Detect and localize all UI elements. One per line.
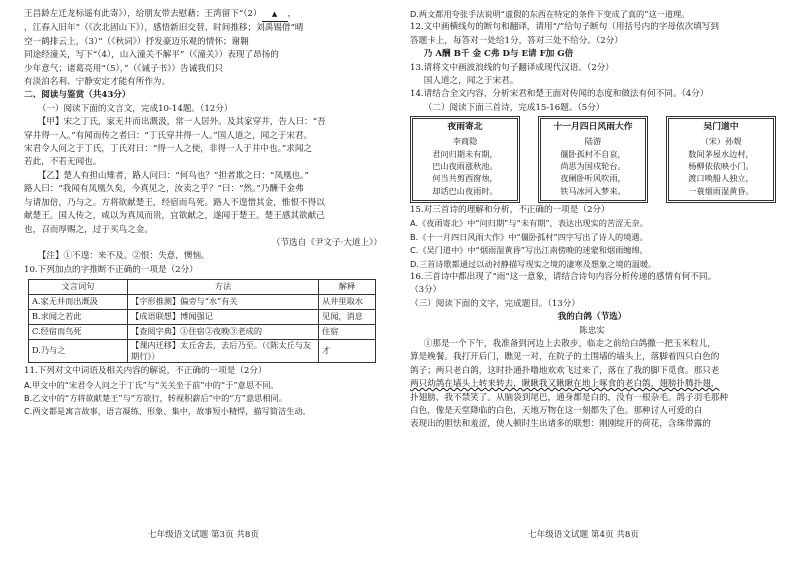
article-line: ①那是一个下午，我准备到河边上去散步，临走之前给白鸽撒一把玉米粒儿， bbox=[423, 338, 716, 349]
question-15-option-c: C.《吴门道中》中“烟雨湿黄昏”写出江南傍晚的迷蒙和烟雨缠绵。 bbox=[410, 245, 648, 256]
poem-title: 夜雨寄北 bbox=[447, 122, 483, 133]
passage-yi-line: 与请加倍，乃与之。方将欲献楚王，经宿而鸟死。路人不遑惜其金，惟恨不得以 bbox=[24, 197, 325, 208]
table-cell: 从井里取水 bbox=[319, 295, 376, 310]
table-cell: 才 bbox=[319, 340, 376, 363]
answer-blank: ▲ bbox=[262, 8, 288, 22]
article-line: 两只幼鸽在墙头上转来转去，瞅瞅我又瞅瞅在地上啄食的老白鸽，翅膀扑腾扑翅， bbox=[410, 379, 720, 390]
table-cell: 【课内迁移】太丘舍去，去后乃至。（《陈太丘与友期行》） bbox=[128, 340, 319, 363]
passage-jia-line: 宋君令人问之于丁氏，丁氏对曰：“得一人之使，非得一人于井中也。”求闻之 bbox=[24, 144, 313, 155]
poem-author: （宋）孙觌 bbox=[700, 135, 742, 146]
poem-title: 十一月四日风雨大作 bbox=[553, 122, 633, 133]
table-header-cell: 解释 bbox=[319, 280, 376, 295]
intro-line-4: 同途经潼关，写下“（4），山入潼关不解平”（《潼关》）表现了昂扬的 bbox=[24, 50, 279, 61]
intro-line-1: 王昌龄左迁龙标遥有此寄》），给朋友带去慰藉；王湾留下“（2） ▲ ， bbox=[24, 8, 392, 22]
poem-author: 李商隐 bbox=[452, 135, 478, 146]
table-cell: 【字形推测】偏旁与“水”有关 bbox=[128, 295, 319, 310]
question-12: 12.文中画横线句的断句和翻译，请用“/”给句子断句（用括号内的字母依次填写到 bbox=[410, 22, 719, 33]
poem-box bbox=[412, 118, 518, 201]
poem-author: 陆游 bbox=[584, 135, 602, 146]
question-12-cont: 答题卡上，每答对一处给1分，答对三处不给分。（2分） bbox=[410, 35, 623, 46]
table-row bbox=[29, 340, 376, 363]
subsection-heading: （一）阅读下面的文言文，完成10-14题。（12分） bbox=[37, 103, 233, 114]
table-cell: 见闻，消息 bbox=[319, 310, 376, 325]
passage-jia-line: 若此，不若无闻也。 bbox=[24, 157, 102, 168]
intro-line-5: 少年意气；诸葛亮用“（5），”（《诫子书》）告诫我们只 bbox=[24, 63, 224, 74]
table-row bbox=[29, 325, 376, 340]
question-10: 10.下列加点的字推断不正确的一项是（2分） bbox=[24, 264, 198, 275]
article-line: 算是晚餐。我打开后门，瞧见一对，在院子的土围墙的墙头上，落脚着四只白色的 bbox=[410, 352, 720, 363]
table-row bbox=[29, 295, 376, 310]
poem-box bbox=[540, 118, 646, 201]
page-footer-right: 七年级语文试题 第4页 共8页 bbox=[528, 530, 639, 540]
table-cell: 【查阅字典】①住宿②夜晚③老成的 bbox=[128, 325, 319, 340]
poem-line: 一蓑烟雨湿黄昏。 bbox=[688, 185, 754, 196]
poem-line: 巴山夜雨涨秋池。 bbox=[432, 161, 498, 172]
table-header-row bbox=[29, 280, 376, 295]
intro-line-3: 空一鹤排云上，（3）”（《秋词》）抒发豪迈乐观的情怀；谢翱 bbox=[24, 36, 249, 47]
intro-line-2: ，江春入旧年”（《次北固山下》），感悟新旧交替、时间推移；刘禹锡借“晴 bbox=[24, 23, 304, 34]
poem-line: 却话巴山夜雨时。 bbox=[432, 185, 498, 196]
table-row bbox=[29, 310, 376, 325]
table-header-cell: 文言词句 bbox=[29, 280, 128, 295]
question-11-option-b: B.乙文中的“方将欲献楚王”与“方欲行，转视积薪后”中的“方”意思相同。 bbox=[24, 392, 287, 403]
article-line: 表现出的胆怯和羞涩，使人顿时生出诸多的联想：刚刚绽开的荷花，含珠带露的 bbox=[410, 419, 711, 430]
question-15: 15.对三首诗的理解和分析，不正确的一项是（2分） bbox=[410, 204, 610, 215]
question-11: 11.下列对文中词语及相关内容的解说，不正确的一项是（2分） bbox=[24, 366, 267, 377]
subsection-heading: （二）阅读下面三首诗，完成15-16题。（5分） bbox=[423, 102, 605, 113]
poem-line: 数间茅屋水边村， bbox=[688, 149, 754, 160]
table-cell: C.经宿而鸟死 bbox=[29, 325, 128, 340]
table-cell: 住宿 bbox=[319, 325, 376, 340]
question-16-cont: （3分） bbox=[410, 285, 442, 296]
table-cell: A.家无井而出溉汲 bbox=[29, 295, 128, 310]
question-11-option-a: A.甲文中的“宋君令人问之于丁氏”与“关关坐于前”中的“于”意思不同。 bbox=[24, 379, 279, 390]
article-line: 鸽子；两只老白鸽，这时扑通扑噜地欢欢飞过来了，落在了我的脚下觅食。那只老 bbox=[410, 365, 720, 376]
table-cell: B.求闻之若此 bbox=[29, 310, 128, 325]
poem-box bbox=[668, 118, 774, 201]
poem-line: 渡口唤船人独立， bbox=[688, 173, 754, 184]
article-author: 陈忠实 bbox=[579, 325, 605, 336]
passage-yi-line: 【乙】楚人有担山雉者，路人问曰：“何鸟也？”担者欺之曰：“凤凰也。” bbox=[37, 170, 309, 181]
section-heading: 二、阅读与鉴赏（共43分） bbox=[24, 90, 131, 101]
poem-line: 夜阑卧听风吹雨， bbox=[560, 173, 626, 184]
poem-line: 何当共剪西窗烛， bbox=[432, 173, 498, 184]
question-13: 13.请将文中画波浪线的句子翻译成现代汉语。（2分） bbox=[410, 62, 614, 73]
poem-line: 杨柳依依映小门。 bbox=[688, 161, 754, 172]
poem-line: 尚思为国戍轮台。 bbox=[560, 161, 626, 172]
question-15-option-d: D.三首诗歌都通过以动衬静描写现实之境的凄寒及想象之境的温暖。 bbox=[410, 258, 657, 269]
question-10-table bbox=[28, 279, 376, 363]
right-page bbox=[410, 8, 774, 432]
article-line: 扑翅膀，我不禁笑了。从脑袋到尾巴，通身都是白的，没有一根杂毛。鸽子羽毛那种 bbox=[410, 392, 728, 403]
passage-source: （节选自《尹文子·大道上》） bbox=[271, 237, 382, 248]
passage-jia-line: 穿井得一人。”有闻而传之者曰：“丁氏穿井得一人。”国人道之，闻之于宋君。 bbox=[24, 130, 313, 141]
poem-line: 君问归期未有期， bbox=[432, 149, 498, 160]
table-cell: 【成语联想】博闻强记 bbox=[128, 310, 319, 325]
poem-title: 吴门道中 bbox=[703, 122, 739, 133]
question-11-option-c: C.两文都是寓言故事，语言凝练、形象、集中，故事短小精悍，描写简洁生动。 bbox=[24, 406, 311, 417]
passage-yi-line: 路人曰：“我闻有凤凰久矣，今真见之，汝卖之乎？”曰：“然。”乃酬千金弗 bbox=[24, 184, 304, 195]
annotation-note: 【注】①不遑：来不及。②恨：失意，懊恼。 bbox=[37, 251, 210, 262]
question-16: 16.三首诗中都出现了“雨”这一意象，请结合诗句内容分析传递的感情有何不同。 bbox=[410, 271, 717, 282]
article-line: 白色，像是天堂降临的白色，天地万物在这一刻都失了色。那种讨人可爱的白 bbox=[410, 405, 703, 416]
poem-line: 铁马冰河入梦来。 bbox=[560, 185, 626, 196]
table-cell: D.乃与之 bbox=[29, 340, 128, 363]
passage-yi-line: 也，召而厚赐之，过于买鸟之金。 bbox=[24, 224, 153, 235]
question-15-option-b: B.《十一月四日风雨大作》中“僵卧孤村”四字写出了诗人的境遇。 bbox=[410, 231, 648, 242]
article-title: 我的白鸽（节选） bbox=[557, 312, 627, 323]
table-header-cell: 方法 bbox=[128, 280, 319, 295]
question-11-option-d: D.两文都用夸张手法说明“虚假的东西在特定的条件下变成了真的”这一道理。 bbox=[410, 9, 690, 19]
question-15-option-a: A.《夜雨寄北》中“问归期”与“未有期”，表达出现实的苦涩无奈。 bbox=[410, 218, 648, 229]
question-12-letters: 乃 A酬 B千 金 C弗 D与 E请 F加 G倍 bbox=[423, 49, 574, 60]
passage-yi-line: 献楚王。国人传之，咸以为真凤而贵，宜欲献之，遂闻于楚王。楚王感其欲献己 bbox=[24, 211, 325, 222]
page-footer-left: 七年级语文试题 第3页 共8页 bbox=[148, 530, 259, 540]
question-13-sentence: 国人道之，闻之于宋君。 bbox=[423, 76, 519, 87]
question-14: 14.请结合全文内容，分析宋君和楚王面对传闻的态度和做法有何不同。（4分） bbox=[410, 89, 709, 100]
intro-line-6: 有淡泊名利、宁静安定才能有所作为。 bbox=[24, 77, 171, 88]
left-page bbox=[24, 8, 392, 419]
poem-line: 僵卧孤村不自哀， bbox=[560, 149, 626, 160]
subsection-heading: （三）阅读下面的文字，完成题目。（13分） bbox=[410, 298, 580, 309]
passage-jia-line: 【甲】宋之丁氏，家无井而出溉汲，常一人居外。及其家穿井，告人曰：“吾 bbox=[37, 117, 326, 128]
poem-boxes bbox=[412, 118, 774, 201]
